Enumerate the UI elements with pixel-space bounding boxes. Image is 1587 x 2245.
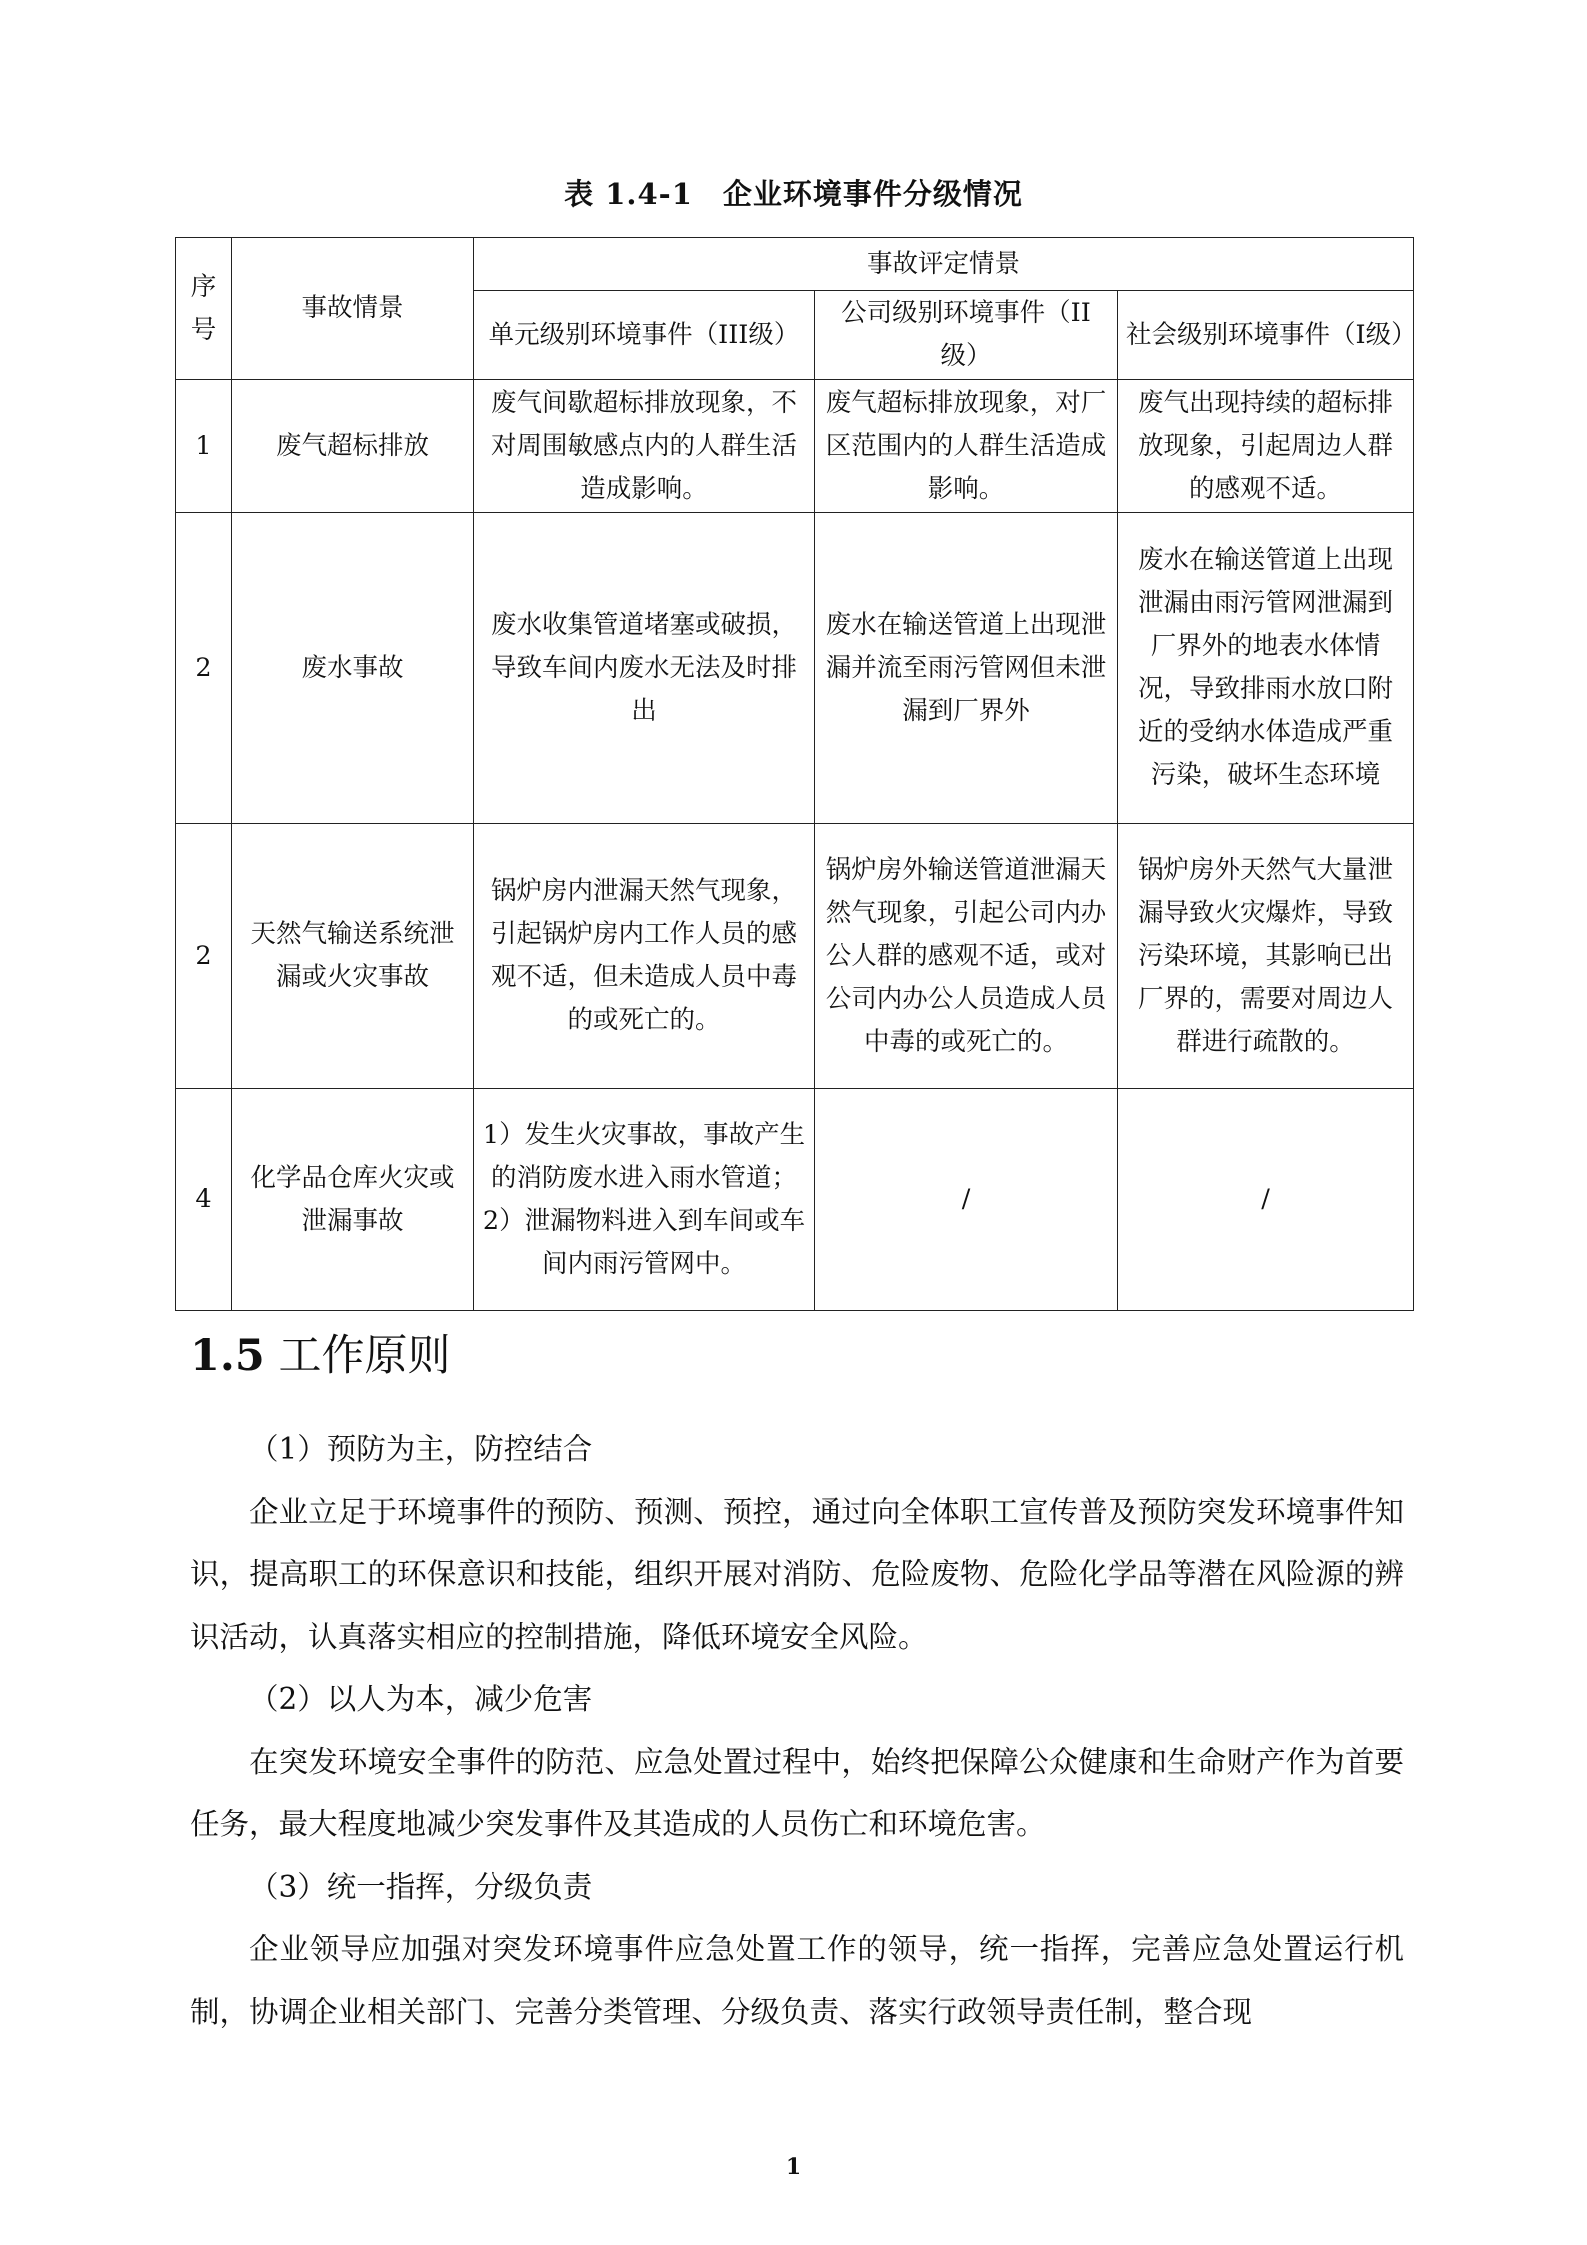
row-level2: / xyxy=(815,1089,1118,1311)
row-level2: 废水在输送管道上出现泄漏并流至雨污管网但未泄漏到厂界外 xyxy=(815,513,1118,824)
section-content xyxy=(190,1418,1404,2043)
table-row xyxy=(176,513,1414,824)
table-row xyxy=(176,380,1414,513)
header-index: 序号 xyxy=(176,238,232,380)
row-level1: / xyxy=(1118,1089,1414,1311)
row-scenario: 废水事故 xyxy=(232,513,474,824)
principle-heading: （2）以人为本，减少危害 xyxy=(249,1682,593,1716)
header-level2: 公司级别环境事件（II级） xyxy=(815,291,1118,380)
row-level3: 锅炉房内泄漏天然气现象，引起锅炉房内工作人员的感观不适，但未造成人员中毒的或死亡的。 xyxy=(474,824,815,1089)
row-level2: 废气超标排放现象，对厂区范围内的人群生活造成影响。 xyxy=(815,380,1118,513)
page-number: 1 xyxy=(785,2154,802,2180)
row-index: 4 xyxy=(176,1089,232,1311)
table-row xyxy=(176,1089,1414,1311)
principle-heading: （1）预防为主，防控结合 xyxy=(249,1432,593,1466)
principle-body: 企业立足于环境事件的预防、预测、预控，通过向全体职工宣传普及预防突发环境事件知识，提高职工的环保意识和技能，组织开展对消防、危险废物、危险化学品等潜在风险源的辨识活动，认真落实相应的控制措施，降低环境安全风险。 xyxy=(190,1494,1404,1654)
principle-body: 在突发环境安全事件的防范、应急处置过程中，始终把保障公众健康和生命财产作为首要任务，最大程度地减少突发事件及其造成的人员伤亡和环境危害。 xyxy=(190,1744,1404,1841)
row-level2: 锅炉房外输送管道泄漏天然气现象，引起公司内办公人群的感观不适，或对公司内办公人员造成人员中毒的或死亡的。 xyxy=(815,824,1118,1089)
table-header-row xyxy=(176,238,1414,291)
row-level3-line: 1）发生火灾事故，事故产生的消防废水进入雨水管道； xyxy=(482,1119,806,1193)
header-level3: 单元级别环境事件（III级） xyxy=(474,291,815,380)
event-grading-table xyxy=(175,237,1417,1311)
row-level3 xyxy=(474,1089,815,1311)
row-level3: 废水收集管道堵塞或破损，导致车间内废水无法及时排出 xyxy=(474,513,815,824)
header-assessment: 事故评定情景 xyxy=(474,238,1414,291)
row-index: 1 xyxy=(176,380,232,513)
table-row xyxy=(176,824,1414,1089)
row-level1: 废气出现持续的超标排放现象，引起周边人群的感观不适。 xyxy=(1118,380,1414,513)
principle-heading: （3）统一指挥，分级负责 xyxy=(249,1869,593,1904)
row-level1: 废水在输送管道上出现泄漏由雨污管网泄漏到厂界外的地表水体情况，导致排雨水放口附近的受纳水体造成严重污染，破坏生态环境 xyxy=(1118,513,1414,824)
row-scenario: 天然气输送系统泄漏或火灾事故 xyxy=(232,824,474,1089)
section-heading xyxy=(190,1322,450,1383)
row-level3-line: 2）泄漏物料进入到车间或车间内雨污管网中。 xyxy=(482,1205,806,1279)
row-level3: 废气间歇超标排放现象，不对周围敏感点内的人群生活造成影响。 xyxy=(474,380,815,513)
row-level1: 锅炉房外天然气大量泄漏导致火灾爆炸，导致污染环境，其影响已出厂界的，需要对周边人群进行疏散的。 xyxy=(1118,824,1414,1089)
row-scenario: 废气超标排放 xyxy=(232,380,474,513)
header-level1: 社会级别环境事件（I级） xyxy=(1118,291,1414,380)
principle-body: 企业领导应加强对突发环境事件应急处置工作的领导，统一指挥，完善应急处置运行机制，协调企业相关部门、完善分类管理、分级负责、落实行政领导责任制，整合现 xyxy=(190,1932,1404,2029)
section-number: 1.5 xyxy=(190,1331,265,1381)
section-title: 工作原则 xyxy=(278,1331,451,1381)
row-index: 2 xyxy=(176,824,232,1089)
row-index: 2 xyxy=(176,513,232,824)
table-title: 表 1.4-1 企业环境事件分级情况 xyxy=(564,177,1023,211)
header-scenario: 事故情景 xyxy=(232,238,474,380)
row-scenario: 化学品仓库火灾或泄漏事故 xyxy=(232,1089,474,1311)
